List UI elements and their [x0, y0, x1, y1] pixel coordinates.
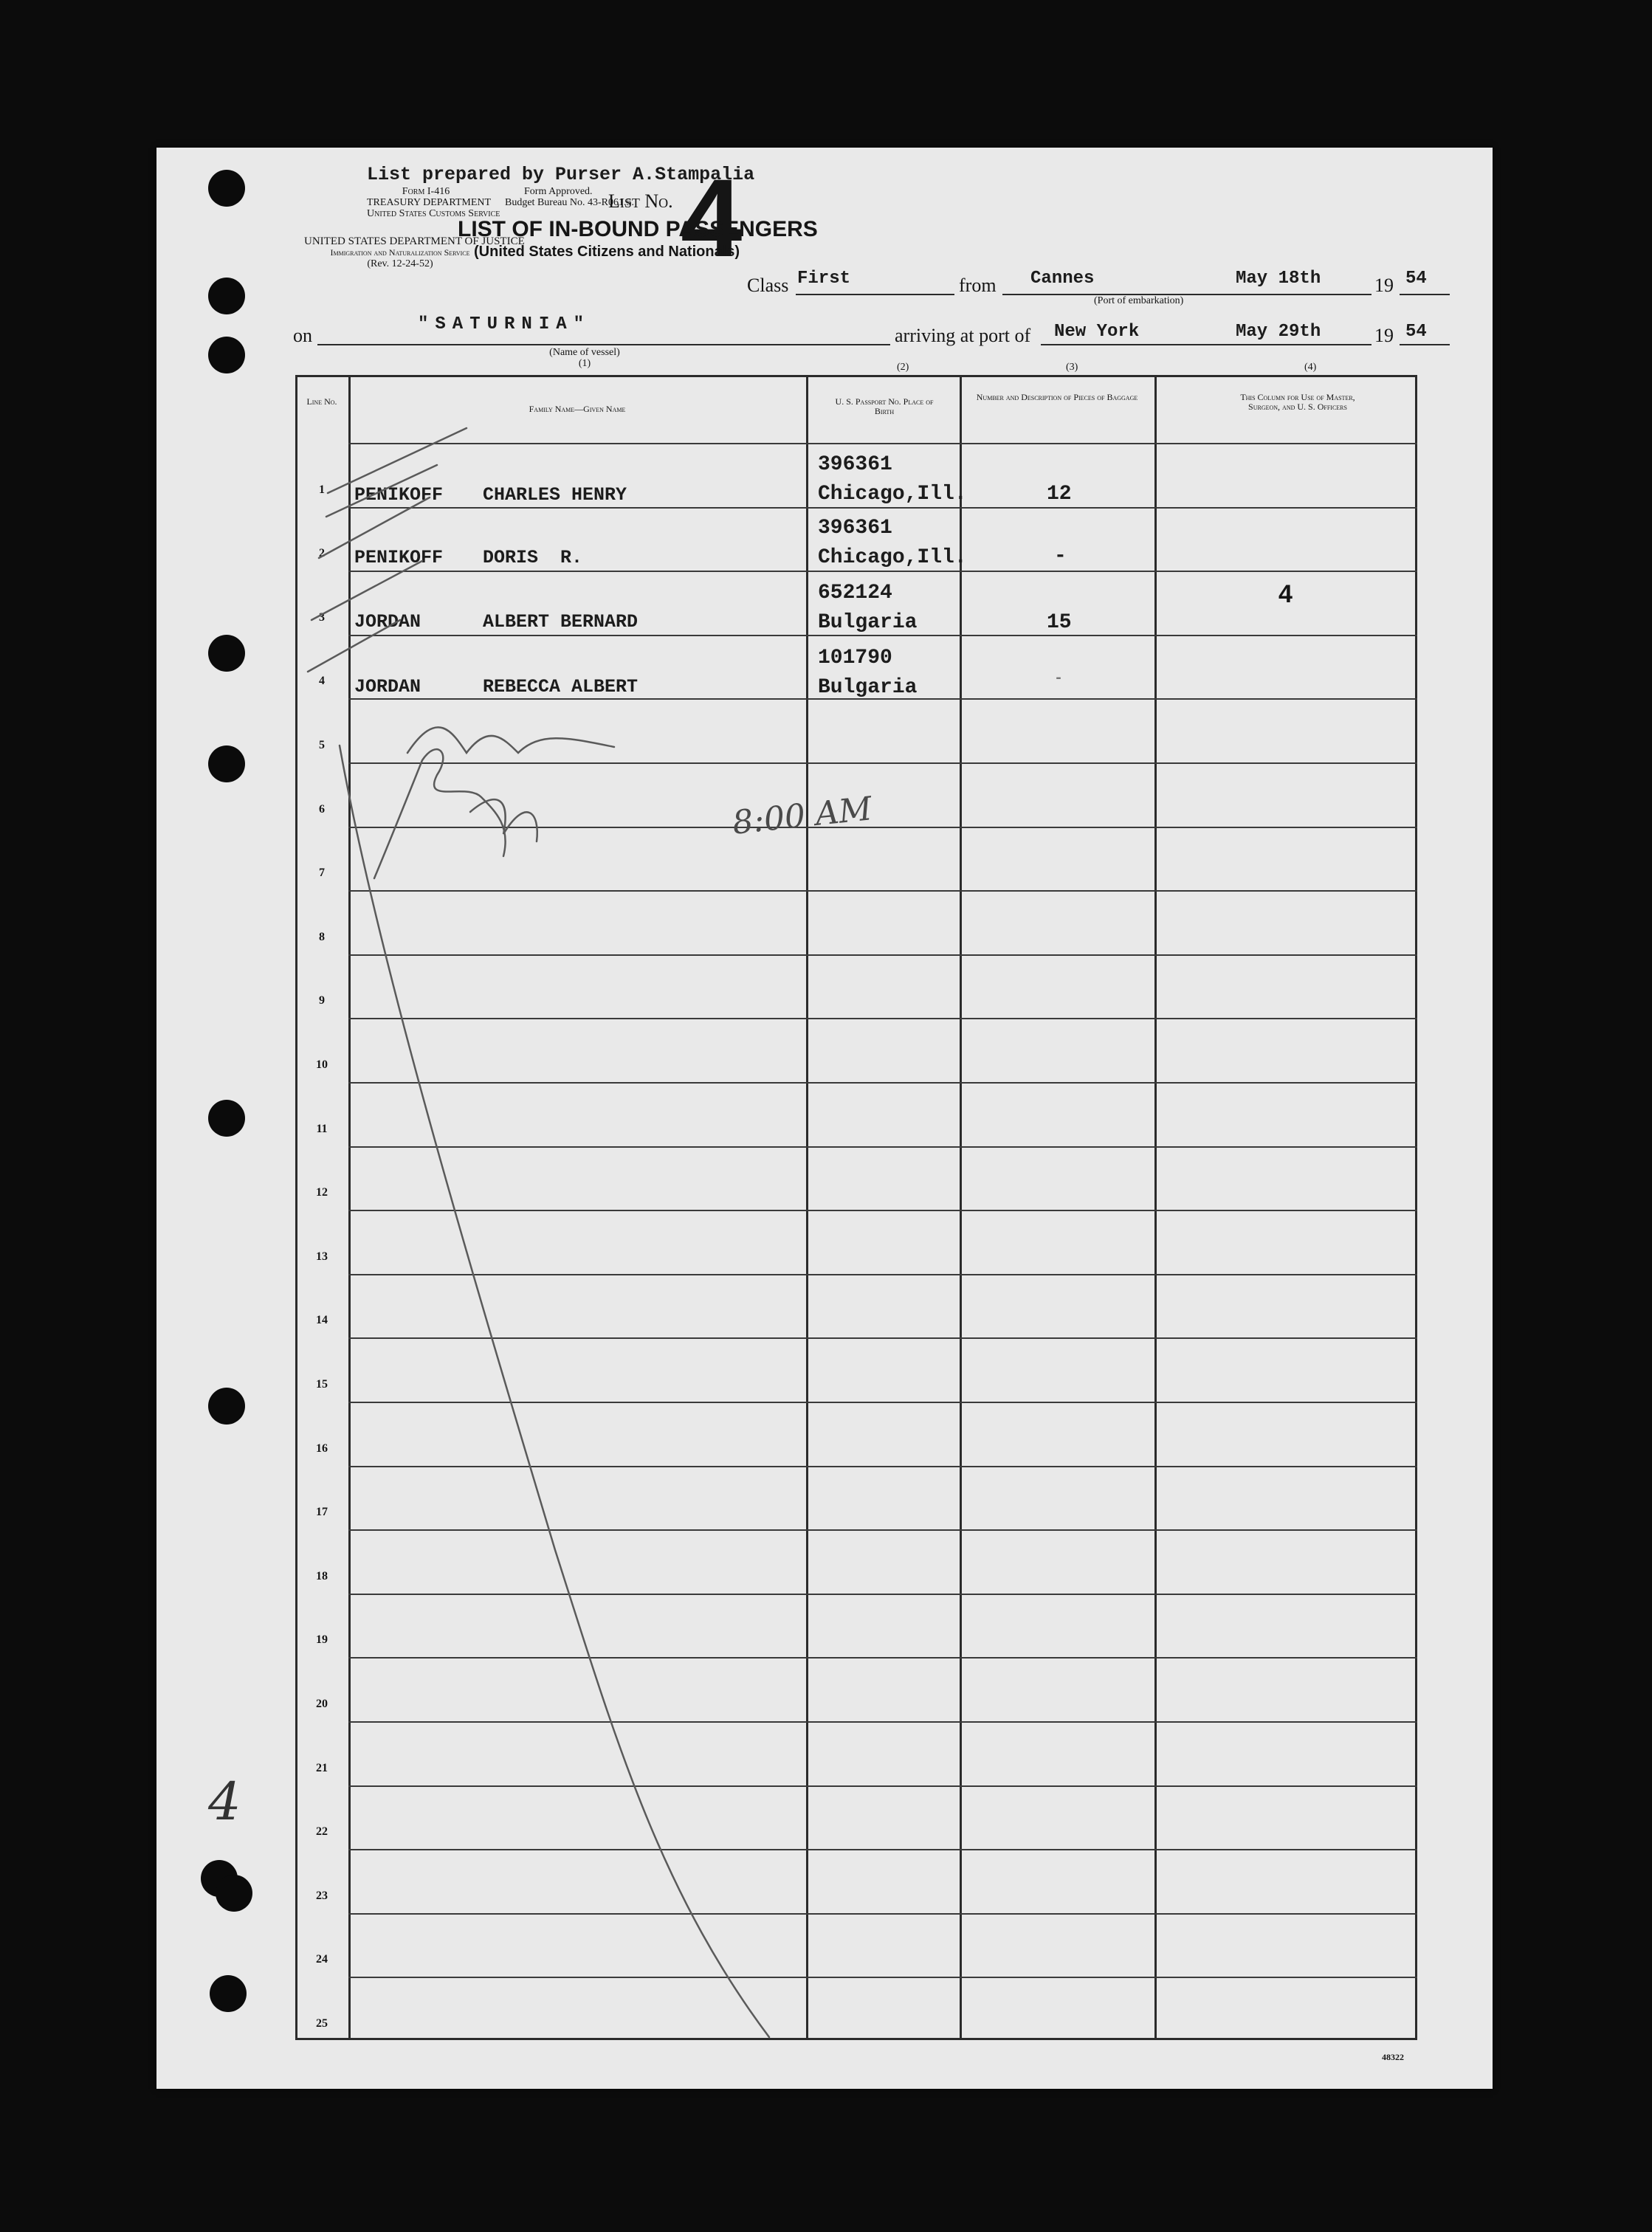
passport-no: 396361 [818, 453, 892, 476]
arriving-label: arriving at port of [895, 325, 1031, 346]
year-prefix: 19 [1374, 275, 1394, 296]
port-caption: (Port of embarkation) [1094, 295, 1184, 306]
signature-scribble [374, 749, 506, 878]
line-number: 4 [319, 675, 325, 688]
long-pencil-line [340, 745, 769, 2037]
manifest-page [156, 148, 1493, 2089]
given-name: DORIS R. [483, 547, 583, 568]
checkmark-stroke [326, 465, 437, 517]
family-name: PENIKOFF [354, 484, 444, 506]
birthplace: Chicago,Ill. [818, 483, 967, 506]
line-number: 17 [316, 1506, 328, 1519]
passport-no: 101790 [818, 647, 892, 669]
officer-note: 4 [1278, 580, 1293, 608]
list-no-label: List No. [608, 190, 673, 212]
form-print-number: 48322 [1382, 2052, 1404, 2062]
line-number: 12 [316, 1186, 328, 1199]
margin-number: 4 [208, 1771, 241, 1832]
given-name: ALBERT BERNARD [483, 611, 639, 633]
baggage-count: 15 [1047, 611, 1072, 634]
baggage-count: - [1054, 545, 1067, 568]
passport-no: 396361 [818, 517, 892, 540]
header-passport: U. S. Passport No. Place of Birth [835, 396, 934, 416]
form-subtitle: (United States Citizens and Nationals) [474, 244, 740, 260]
header-baggage: Number and Description of Pieces of Baggage [976, 392, 1138, 402]
line-number: 20 [316, 1698, 328, 1710]
prepared-by: List prepared by Purser A.Stampalia [367, 164, 755, 185]
time-note: 8:00 AM [730, 790, 874, 842]
vessel-caption: (Name of vessel) (1) [549, 347, 620, 369]
class-label: Class [747, 275, 789, 296]
line-number: 7 [319, 867, 325, 880]
line-number: 15 [316, 1378, 328, 1391]
class-value: First [797, 269, 851, 289]
family-name: PENIKOFF [354, 547, 444, 568]
checkmark-stroke [312, 561, 422, 620]
checkmark-stroke [308, 620, 400, 672]
birthplace: Bulgaria [818, 676, 918, 699]
arrival-date: May 29th [1236, 322, 1321, 342]
doj-block: UNITED STATES DEPARTMENT OF JUSTICE Immigration and Naturalization Service (Rev. 12-24-52) [304, 235, 525, 269]
year-prefix: 19 [1374, 325, 1394, 346]
line-number: 5 [319, 739, 325, 751]
arrival-year: 54 [1405, 322, 1427, 342]
col-number: (3) [1066, 362, 1078, 373]
arrival-port: New York [1054, 322, 1140, 342]
port-of-embarkation: Cannes [1030, 269, 1095, 289]
line-number: 18 [316, 1569, 328, 1582]
approval-block: Form Approved. Budget Bureau No. 43-R061.5. [505, 186, 634, 208]
departure-date: May 18th [1236, 269, 1321, 289]
baggage-count: 12 [1047, 483, 1072, 506]
line-number: 9 [319, 994, 325, 1008]
checkmark-stroke [319, 497, 430, 558]
header-name: Family Name—Given Name [529, 404, 626, 414]
form-number-block: Form I-416 TREASURY DEPARTMENT United States Customs Service [367, 186, 500, 219]
line-number: 21 [316, 1761, 328, 1774]
header-officers: This Column for Use of Master, Surgeon, and U. S. Officers [1240, 392, 1355, 412]
line-number: 22 [316, 1825, 328, 1839]
line-number: 6 [319, 802, 325, 816]
form-title: LIST OF IN-BOUND PASSENGERS [458, 217, 818, 241]
line-number: 13 [316, 1250, 328, 1263]
line-number: 1 [319, 483, 325, 496]
pencil-strokes [156, 148, 1493, 2089]
line-number: 19 [316, 1633, 328, 1647]
passport-no: 652124 [818, 582, 892, 604]
from-label: from [959, 275, 997, 296]
birthplace: Chicago,Ill. [818, 546, 967, 569]
birthplace: Bulgaria [818, 611, 918, 634]
col-number: (4) [1304, 362, 1317, 373]
departure-year: 54 [1405, 269, 1427, 289]
line-number: 25 [316, 2017, 328, 2030]
line-number: 3 [319, 610, 325, 624]
family-name: JORDAN [354, 676, 421, 698]
line-number: 16 [316, 1442, 328, 1455]
line-number: 14 [316, 1314, 328, 1327]
baggage-count: - [1054, 670, 1064, 687]
given-name: REBECCA ALBERT [483, 676, 639, 698]
given-name: CHARLES HENRY [483, 484, 627, 506]
line-number: 23 [316, 1889, 328, 1902]
on-label: on [293, 325, 312, 346]
family-name: JORDAN [354, 611, 421, 633]
vessel-name: "SATURNIA" [418, 314, 591, 334]
line-number: 2 [319, 547, 325, 560]
list-number: 4 [681, 156, 743, 280]
line-number: 8 [319, 930, 325, 943]
header-line-no: Line No. [306, 396, 337, 407]
line-number: 10 [316, 1058, 328, 1071]
col-number: (2) [897, 362, 909, 373]
line-number: 11 [316, 1122, 328, 1135]
line-number: 24 [316, 1953, 328, 1966]
signature-scribble [470, 799, 537, 841]
